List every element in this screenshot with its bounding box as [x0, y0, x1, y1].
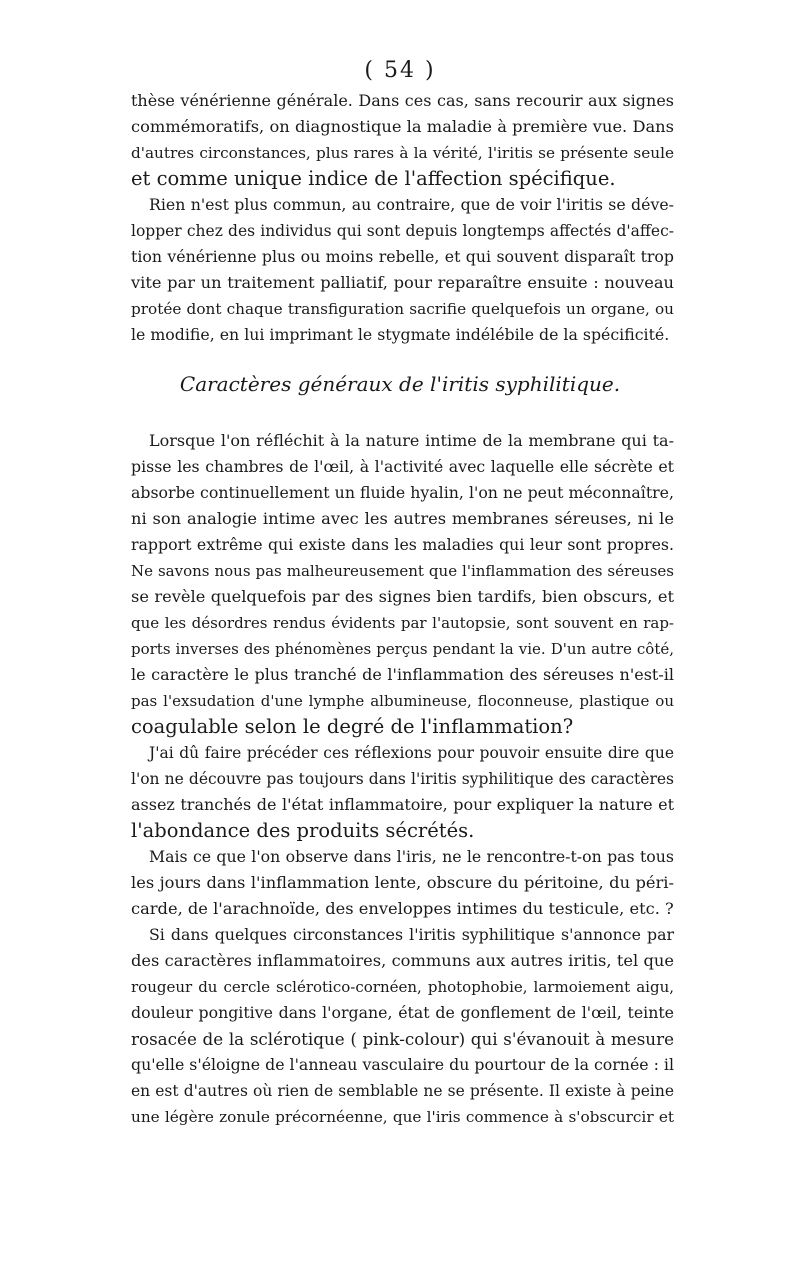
- text-line: rougeur du cercle sclérotico-cornéen, photophobie, larmoiement aigu,: [131, 978, 674, 996]
- text-line: l'abondance des produits sécrétés.: [131, 819, 475, 842]
- text-line: rapport extrême qui existe dans les maladies qui leur sont propres.: [131, 535, 674, 554]
- text-line: le modifie, en lui imprimant le stygmate indélébile de la spécificité.: [131, 325, 670, 344]
- section-heading: Caractères généraux de l'iritis syphilitique.: [179, 372, 621, 396]
- text-line: Lorsque l'on réfléchit à la nature intime de la membrane qui ta-: [149, 431, 674, 450]
- text-line: pisse les chambres de l'œil, à l'activité avec laquelle elle sécrète et: [131, 457, 674, 476]
- text-line: l'on ne découvre pas toujours dans l'iritis syphilitique des caractères: [131, 770, 674, 788]
- text-line: commémoratifs, on diagnostique la maladie à première vue. Dans: [131, 117, 674, 136]
- text-line: et comme unique indice de l'affection spécifique.: [131, 167, 616, 190]
- text-line: qu'elle s'éloigne de l'anneau vasculaire du pourtour de la cornée : il: [131, 1055, 674, 1074]
- text-line: thèse vénérienne générale. Dans ces cas, sans recourir aux signes: [131, 91, 674, 110]
- paragraphs-main: [131, 428, 674, 1130]
- text-line: que les désordres rendus évidents par l'autopsie, sont souvent en rap-: [131, 614, 674, 632]
- text-line: des caractères inflammatoires, communs aux autres iritis, tel que: [131, 951, 674, 970]
- text-line: assez tranchés de l'état inflammatoire, pour expliquer la nature et: [131, 795, 674, 814]
- page-number: ( 54 ): [364, 58, 436, 83]
- text-line: les jours dans l'inflammation lente, obscure du péritoine, du péri-: [131, 873, 674, 892]
- text-line: Si dans quelques circonstances l'iritis syphilitique s'annonce par: [149, 925, 674, 944]
- paragraphs-top: [131, 88, 674, 348]
- text-line: lopper chez des individus qui sont depuis longtemps affectés d'affec-: [131, 222, 674, 240]
- text-line: Rien n'est plus commun, au contraire, que de voir l'iritis se déve-: [149, 195, 674, 214]
- text-line: vite par un traitement palliatif, pour reparaître ensuite : nouveau: [131, 273, 674, 292]
- text-line: tion vénérienne plus ou moins rebelle, et qui souvent disparaît trop: [131, 247, 674, 266]
- text-line: protée dont chaque transfiguration sacrifie quelquefois un organe, ou: [131, 300, 674, 318]
- text-line: carde, de l'arachnoïde, des enveloppes intimes du testicule, etc. ?: [131, 899, 674, 918]
- text-line: absorbe continuellement un fluide hyalin, l'on ne peut méconnaître,: [131, 483, 674, 502]
- text-line: en est d'autres où rien de semblable ne se présente. Il existe à peine: [131, 1082, 674, 1100]
- text-line: coagulable selon le degré de l'inflammation?: [131, 715, 574, 738]
- text-line: Mais ce que l'on observe dans l'iris, ne le rencontre-t-on pas tous: [149, 847, 674, 866]
- text-line: le caractère le plus tranché de l'inflammation des séreuses n'est-il: [131, 665, 674, 684]
- text-line: ni son analogie intime avec les autres membranes séreuses, ni le: [131, 509, 674, 528]
- text-line: une légère zonule précornéenne, que l'iris commence à s'obscurcir et: [131, 1108, 674, 1126]
- text-line: J'ai dû faire précéder ces réflexions pour pouvoir ensuite dire que: [149, 744, 674, 762]
- text-line: rosacée de la sclérotique ( pink-colour) qui s'évanouit à mesure: [131, 1029, 674, 1049]
- text-line: pas l'exsudation d'une lymphe albumineuse, floconneuse, plastique ou: [131, 692, 674, 710]
- text-line: d'autres circonstances, plus rares à la vérité, l'iritis se présente seule: [131, 144, 674, 162]
- text-line: se revèle quelquefois par des signes bien tardifs, bien obscurs, et: [131, 587, 674, 606]
- text-line: douleur pongitive dans l'organe, état de gonflement de l'œil, teinte: [131, 1003, 674, 1022]
- text-line: ports inverses des phénomènes perçus pendant la vie. D'un autre côté,: [131, 640, 674, 658]
- text-line: Ne savons nous pas malheureusement que l'inflammation des séreuses: [131, 562, 674, 580]
